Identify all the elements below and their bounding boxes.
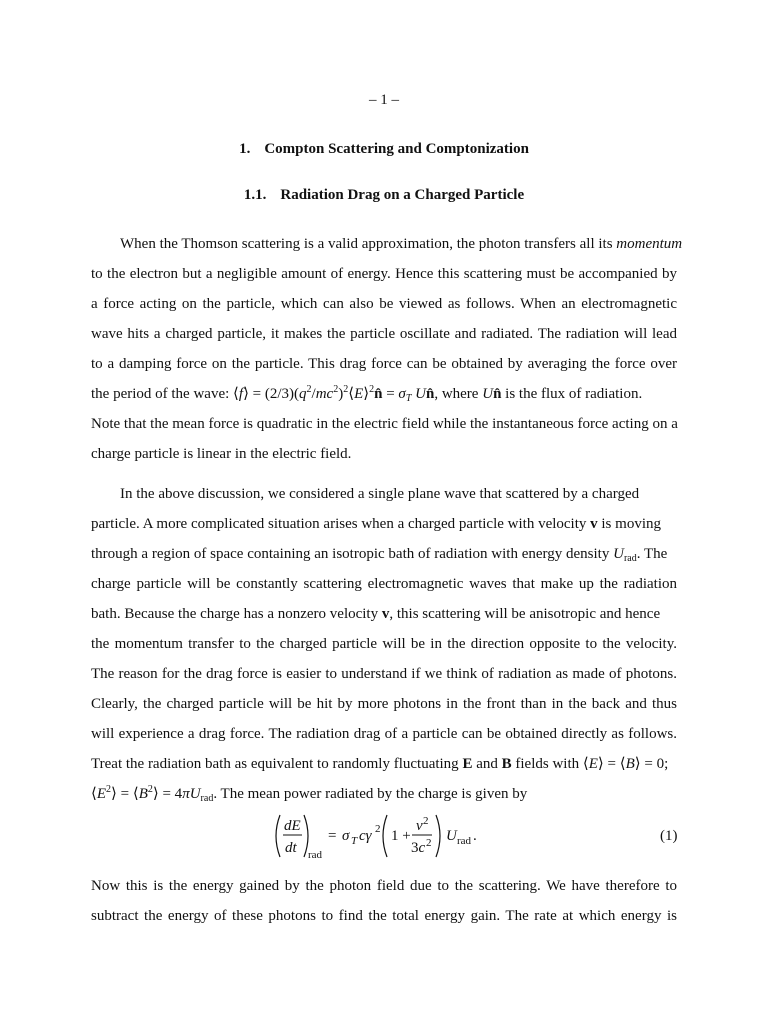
svg-text:.: . [473,828,477,844]
svg-text:=: = [328,828,337,844]
paragraph-2-line-7: The reason for the drag force is easier to understand if we think of radiation as made of photons. [91,666,677,682]
svg-text:1 +: 1 + [391,828,411,844]
paragraph-3-line-2: subtract the energy of these photons to find the total energy gain. The rate at which energy is [91,908,677,924]
paragraph-1-line-3: a force acting on the particle, which can also be viewed as follows. When an electromagnetic [91,296,677,312]
emphasis-momentum: momentum [616,236,683,252]
paragraph-2-line-10: Treat the radiation bath as equivalent to randomly fluctuating E and B fields with ⟨E⟩ = ⟨B⟩ = 0; [91,756,669,772]
paragraph-2-line-4: charge particle will be constantly scattering electromagnetic waves that make up the radiation [91,576,677,592]
paragraph-1-line-1: When the Thomson scattering is a valid approximation, the photon transfers all its momentum [120,236,683,252]
page-number: – 1 – [369,92,399,108]
equation-1 [272,812,532,864]
paragraph-2-line-6: the momentum transfer to the charged particle will be in the direction opposite to the velocity. [91,636,677,652]
paragraph-1-line-8: charge particle is linear in the electric field. [91,446,352,462]
subsection-title [0,187,768,204]
paragraph-1-line-5: to a damping force on the particle. This drag force can be obtained by averaging the force over [91,356,677,372]
paragraph-2-line-5: bath. Because the charge has a nonzero velocity v, this scattering will be anisotropic and hence [91,606,661,622]
svg-text:cγ: cγ [359,828,372,844]
svg-text:3c: 3c [411,840,426,856]
svg-text:2: 2 [375,823,381,835]
svg-text:2: 2 [423,815,429,827]
paragraph-2-line-3: through a region of space containing an isotropic bath of radiation with energy density $U_{rad}$. The [91,546,668,564]
paragraph-2-line-8: Clearly, the charged particle will be hit by more photons in the front than in the back and thus [91,696,677,712]
svg-text:dt: dt [285,840,297,856]
svg-text:σ: σ [342,828,350,844]
section-title [0,141,768,158]
svg-text:v: v [416,818,423,834]
svg-text:rad: rad [308,849,323,861]
paragraph-1-line-7: Note that the mean force is quadratic in the electric field while the instantaneous force acting on a [91,416,678,432]
svg-text:T: T [351,835,358,847]
equation-1-number: (1) [660,828,678,844]
section-title-text: Compton Scattering and Comptonization [264,141,529,157]
equation-1-graphic [272,812,532,864]
svg-text:rad: rad [457,835,472,847]
paragraph-2-line-1: In the above discussion, we considered a single plane wave that scattered by a charged [120,486,640,502]
paragraph-2-line-11: $⟨E^2⟩$ = $⟨B^2⟩ = 4\pi U_{rad}$. The mean power radiated by the charge is given by [91,784,528,804]
subsection-title-text: Radiation Drag on a Charged Particle [280,187,525,203]
paragraph-1-line-2: to the electron but a negligible amount of energy. Hence this scattering must be accompanied by [91,266,677,282]
svg-text:dE: dE [284,818,301,834]
subsection-number: 1.1. [243,187,267,203]
svg-text:U: U [446,828,457,844]
paragraph-2-line-2: particle. A more complicated situation arises when a charged particle with velocity v is moving [91,516,661,532]
svg-text:2: 2 [426,837,432,849]
section-number: 1. [239,141,251,157]
paragraph-2-line-9: will experience a drag force. The radiation drag of a particle can be obtained directly as follows. [91,726,677,742]
paragraph-3-line-1: Now this is the energy gained by the photon field due to the scattering. We have therefore to [91,878,677,894]
paragraph-1-line-6: the period of the wave: ⟨f⟩ = $(2/3)(q^2/mc^2)^2⟨E⟩^2n̂ = \sigma_T$ Un̂, where Un̂ is the flux of radiation. [91,384,643,404]
paragraph-1-line-4: wave hits a charged particle, it makes the particle oscillate and radiated. The radiation will lead [91,326,677,342]
